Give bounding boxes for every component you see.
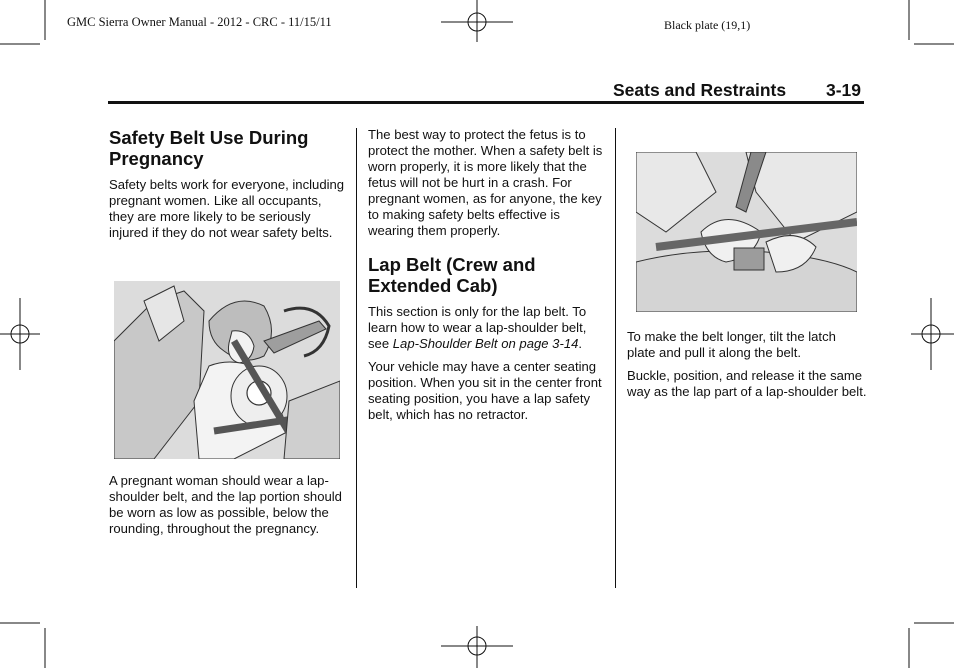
lap-belt-buckle-illustration xyxy=(636,152,857,312)
cross-reference-link[interactable]: Lap-Shoulder Belt on page 3-14 xyxy=(392,336,579,351)
section-heading-pregnancy: Safety Belt Use During Pregnancy xyxy=(109,127,309,169)
paragraph: A pregnant woman should wear a lap-shoulder belt, and the lap portion should be worn as low as possible, below the rounding, throughout the pregnancy. xyxy=(109,473,342,536)
running-header-section: Seats and Restraints xyxy=(613,80,787,100)
column-1 xyxy=(109,127,349,241)
paragraph: The best way to protect the fetus is to protect the mother. When a safety belt is worn properly, it is more likely that the fetus will not be hurt in a crash. For pregnant women, as for anyone, the key to making safety belts effective is wearing them properly. xyxy=(368,127,603,238)
column-2 xyxy=(368,127,608,423)
paragraph: Your vehicle may have a center seating position. When you sit in the center front seating position, you have a lap safety belt, which has no retractor. xyxy=(368,359,602,422)
header-rule xyxy=(108,101,864,104)
paragraph-with-reference xyxy=(368,304,608,352)
column-divider-1 xyxy=(356,128,357,588)
slug-right: Black plate (19,1) xyxy=(664,18,751,32)
page-number: 3-19 xyxy=(826,80,862,100)
section-heading-lap-belt: Lap Belt (Crew and Extended Cab) xyxy=(368,254,536,296)
registration-target-bottom xyxy=(441,626,513,668)
column-1-lower xyxy=(109,473,349,537)
pregnant-woman-belted-illustration xyxy=(114,281,340,459)
registration-target-top xyxy=(441,0,513,42)
registration-target-right xyxy=(911,298,954,370)
paragraph: Buckle, position, and release it the same way as the lap part of a lap-shoulder belt. xyxy=(627,368,867,399)
paragraph: Safety belts work for everyone, including pregnant women. Like all occupants, they are more likely to be seriously injured if they do not wear safety belts. xyxy=(109,177,345,240)
registration-target-left xyxy=(0,298,40,370)
column-3 xyxy=(627,329,867,400)
paragraph-text: This section is only for the lap belt. To learn how to wear a lap-shoulder belt, see xyxy=(368,304,587,351)
paragraph: To make the belt longer, tilt the latch plate and pull it along the belt. xyxy=(627,329,836,360)
column-divider-2 xyxy=(615,128,616,588)
paragraph-text: . xyxy=(578,336,583,351)
slug-left: GMC Sierra Owner Manual - 2012 - CRC - 11/15/11 xyxy=(67,15,332,29)
